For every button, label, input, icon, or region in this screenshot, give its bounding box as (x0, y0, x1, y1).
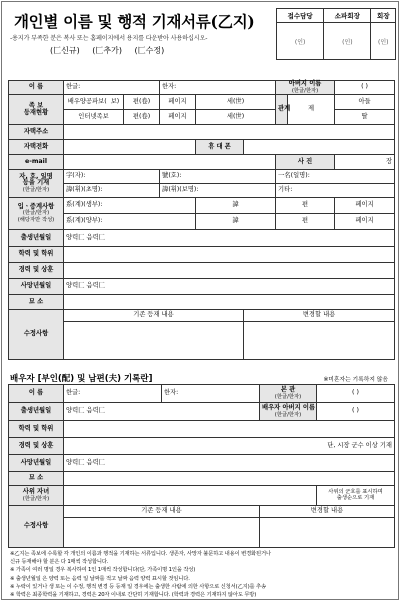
name-hanja-field[interactable]: 한자: (160, 81, 276, 95)
name-label: 이 름 (9, 81, 64, 95)
lineage-book-text: 배우양공파보( (67, 97, 107, 105)
address-field[interactable] (64, 125, 395, 140)
spouse-section-title: 배우자 [부인(配) 및 남편(夫) 기록란] (10, 374, 153, 384)
lineage-label-sub: 등재현황 (23, 108, 49, 116)
approval-header-branch-head: 소파회장 (324, 9, 371, 23)
education-field[interactable] (64, 247, 395, 263)
birth-father-field[interactable]: 系(계)(생부): (64, 198, 196, 214)
other-name-field[interactable]: 一名(일명): (276, 170, 395, 184)
birth-date-field[interactable]: 양력匚 음력匚 (64, 230, 395, 247)
spouse-father-label-text: 배우자 아버지 이름 (262, 403, 316, 411)
form-title: 개인별 이름 및 행적 기재서류(乙지) (14, 12, 255, 31)
adoptive-father-volume-field[interactable]: 편 (276, 214, 335, 230)
spouse-section-note: ※미혼자는 기록하지 않음 (323, 377, 388, 383)
form-page (1, 1, 399, 600)
lineage-label (9, 95, 64, 125)
amend-new-field[interactable] (244, 322, 395, 360)
online-volume-field[interactable]: 편(卷) (124, 110, 160, 125)
footer-note-2: 신규 등재해야 할 분은 다 1매씩 작성합니다. (10, 559, 109, 566)
spouse-father-label (260, 403, 317, 421)
register-name-field[interactable]: 諱(휘)(보명): (160, 184, 276, 198)
spouse-amend-original-field[interactable] (64, 518, 260, 548)
footer-note-4: ※ 출생년월일 은 양력 또는 음력 일 날짜를 적고 날짜 음력 양력 표시할 것임니다. (10, 575, 190, 582)
relation-order-field[interactable]: 제 (288, 95, 335, 125)
spouse-birth-field[interactable]: 양력匚 음력匚 (64, 403, 260, 421)
spouse-name-label: 이 름 (9, 385, 64, 403)
online-lineage-field[interactable]: 인터넷족보 (64, 110, 124, 125)
spouse-name-hanja-field[interactable]: 한자: (162, 385, 260, 403)
father-name-field[interactable]: ( ) (335, 81, 395, 95)
spouse-grave-label: 묘 소 (9, 472, 64, 486)
adoption-label-sub: (한글/한자) (22, 210, 50, 217)
option-edit-checkbox[interactable]: (匚수정) (134, 46, 165, 55)
name-hangul-field[interactable]: 한글: (64, 81, 160, 95)
father-name-label-sub: (한글/한자) (291, 87, 319, 94)
footer-note-3: ※ 가족이 여러 명일 경우 복사하여 1인 1매씩 작성합니다(단, 가족이명 1인을 작성) (10, 567, 196, 574)
option-add-checkbox[interactable]: (匚추가) (92, 46, 122, 55)
alias-label-text: 자, 호, 일명 (19, 172, 53, 180)
father-name-label (276, 81, 335, 95)
footer-note-1: ※乙지는 족보에 수록할 각 개인의 이름과 행적을 기재하는 서류입니다. 생존자, 사망자 불문하고 내용이 변경화된거나 (10, 551, 271, 557)
death-date-label: 사망년월일 (9, 279, 64, 295)
birth-father-page-field[interactable]: 페이지 (335, 198, 395, 214)
spouse-death-field[interactable]: 양력匚 음력匚 (64, 455, 395, 472)
alias-label-text2: 등을 기재 (22, 179, 50, 187)
online-generation-field[interactable]: 세(世) (196, 110, 276, 125)
stamp-chair[interactable]: (인) (371, 23, 396, 60)
lineage-label-text: 족 보 (28, 102, 44, 110)
children-note-line2: 출생순으로 기재 (336, 494, 375, 501)
courtesy-name-field[interactable]: 字(자): (64, 170, 160, 184)
form-subtitle: -용지가 부족한 분은 복사 또는 홈페이지에서 용지를 다운받아 사용하십시오- (10, 35, 208, 42)
adoptive-father-hwi-field[interactable]: 諱 (196, 214, 276, 230)
children-field[interactable] (64, 486, 317, 506)
approval-stamp-table (276, 8, 396, 60)
spouse-amend-original-header: 기존 등재 내용 (64, 506, 260, 518)
etc-name-field[interactable]: 기타: (276, 184, 395, 198)
stamp-receiver[interactable]: (인) (277, 23, 324, 60)
children-note-line1: 사위의 군호를 표시하며 (328, 488, 383, 495)
approval-header-receiver: 접수담당 (277, 9, 324, 23)
spouse-father-label-sub: (한글/한자) (274, 411, 302, 418)
birth-father-hwi-field[interactable]: 諱 (196, 198, 276, 214)
grave-field[interactable] (64, 295, 395, 310)
children-label-sub: (한글/한자) (22, 495, 50, 502)
spouse-education-field[interactable] (64, 421, 395, 438)
spouse-info-table (8, 384, 395, 548)
email-label: e-mail (9, 155, 64, 170)
adoption-label (9, 198, 64, 230)
mobile-label: 휴 대 폰 (196, 140, 244, 155)
spouse-career-field[interactable]: 단, 시장 군수 이상 기재 (64, 438, 395, 455)
father-name-label-text: 아버지 이름 (288, 80, 322, 87)
spouse-education-label: 학력 및 학위 (9, 421, 64, 438)
spouse-career-label: 경력 및 상훈 (9, 438, 64, 455)
spouse-amend-new-field[interactable] (260, 518, 395, 548)
children-label (9, 486, 64, 506)
amend-new-header: 변경할 내용 (244, 310, 395, 322)
approval-header-chair: 회장 (371, 9, 396, 23)
spouse-amendment-label: 수정사항 (9, 506, 64, 548)
lineage-generation-field[interactable]: 세(世) (196, 95, 276, 110)
spouse-amend-new-header: 변경할 내용 (260, 506, 395, 518)
death-date-field[interactable]: 양력匚 음력匚 (64, 279, 395, 295)
photo-label: 사 진 (276, 155, 335, 170)
alias-label (9, 170, 64, 198)
lineage-book-field[interactable] (64, 95, 124, 110)
photo-count-field[interactable]: 장 (335, 155, 395, 170)
footer-notes (10, 550, 394, 599)
birth-date-label: 출생년월일 (9, 230, 64, 247)
relation-daughter-option[interactable]: 딸 (335, 110, 395, 125)
alias-label-sub: (한글/한자) (22, 187, 50, 194)
spouse-father-field[interactable]: ( ) (317, 403, 395, 421)
children-note (317, 486, 395, 506)
home-phone-field[interactable] (64, 140, 196, 155)
amend-original-header: 기존 등재 내용 (64, 310, 244, 322)
adoption-label-sub2: (해당자만 작성) (17, 217, 55, 224)
children-label-text: 사위 자녀 (22, 487, 50, 495)
stamp-branch-head[interactable]: (인) (324, 23, 371, 60)
pen-name-field[interactable]: 號(호): (160, 170, 276, 184)
relation-son-option[interactable]: 아들 (335, 95, 395, 110)
amendment-label: 수정사항 (9, 310, 64, 360)
form-type-options (50, 45, 174, 56)
spouse-origin-label (260, 385, 317, 403)
birth-father-volume-field[interactable]: 편 (276, 198, 335, 214)
career-label: 경력 및 상훈 (9, 263, 64, 279)
lineage-book-suffix: 보) (110, 97, 120, 105)
spouse-name-hangul-field[interactable]: 한글: (64, 385, 162, 403)
adoption-label-text: 입ㆍ증계사항 (17, 202, 55, 210)
mobile-field[interactable] (244, 140, 395, 155)
person-info-table (8, 80, 395, 360)
spouse-death-label: 사망년월일 (9, 455, 64, 472)
address-label: 자택주소 (9, 125, 64, 140)
spouse-grave-field[interactable] (64, 472, 395, 486)
adoptive-father-field[interactable]: 系(계)(양부): (64, 214, 196, 230)
amend-original-field[interactable] (64, 322, 244, 360)
lineage-page-field[interactable]: 페이지 (160, 95, 196, 110)
relation-label: 관계 (276, 95, 288, 125)
home-phone-label: 자택전화 (9, 140, 64, 155)
online-page-field[interactable]: 페이지 (160, 110, 196, 125)
career-field[interactable] (64, 263, 395, 279)
lineage-volume-field[interactable]: 편(卷) (124, 95, 160, 110)
spouse-origin-label-text: 본 관 (280, 385, 296, 393)
grave-label: 묘 소 (9, 295, 64, 310)
option-new-checkbox[interactable]: (匚신규) (50, 46, 80, 55)
spouse-origin-field[interactable]: ( ) (317, 385, 395, 403)
initial-name-field[interactable]: 諱(휘)(초명): (64, 184, 160, 198)
footer-note-5: ※ 누락이 있거나 생 또는 이 수정, 행적 변경 등 등재 일 경우에는 출생한 사람에 의한 사항으로 신청서(乙지)를 추송 (10, 583, 266, 590)
form-header (10, 8, 272, 64)
spouse-birth-label: 출생년월일 (9, 403, 64, 421)
spouse-origin-label-sub: (한글/한자) (274, 393, 302, 400)
adoptive-father-page-field[interactable]: 페이지 (335, 214, 395, 230)
footer-note-6: ※ 학력은 최종학력을 기재하고, 경력은 20자 이내로 간단히 기재합니다. (학력과 경력은 기재하지 않아도 무방) (10, 592, 257, 599)
education-label: 학력 및 학위 (9, 247, 64, 263)
email-field[interactable] (64, 155, 276, 170)
